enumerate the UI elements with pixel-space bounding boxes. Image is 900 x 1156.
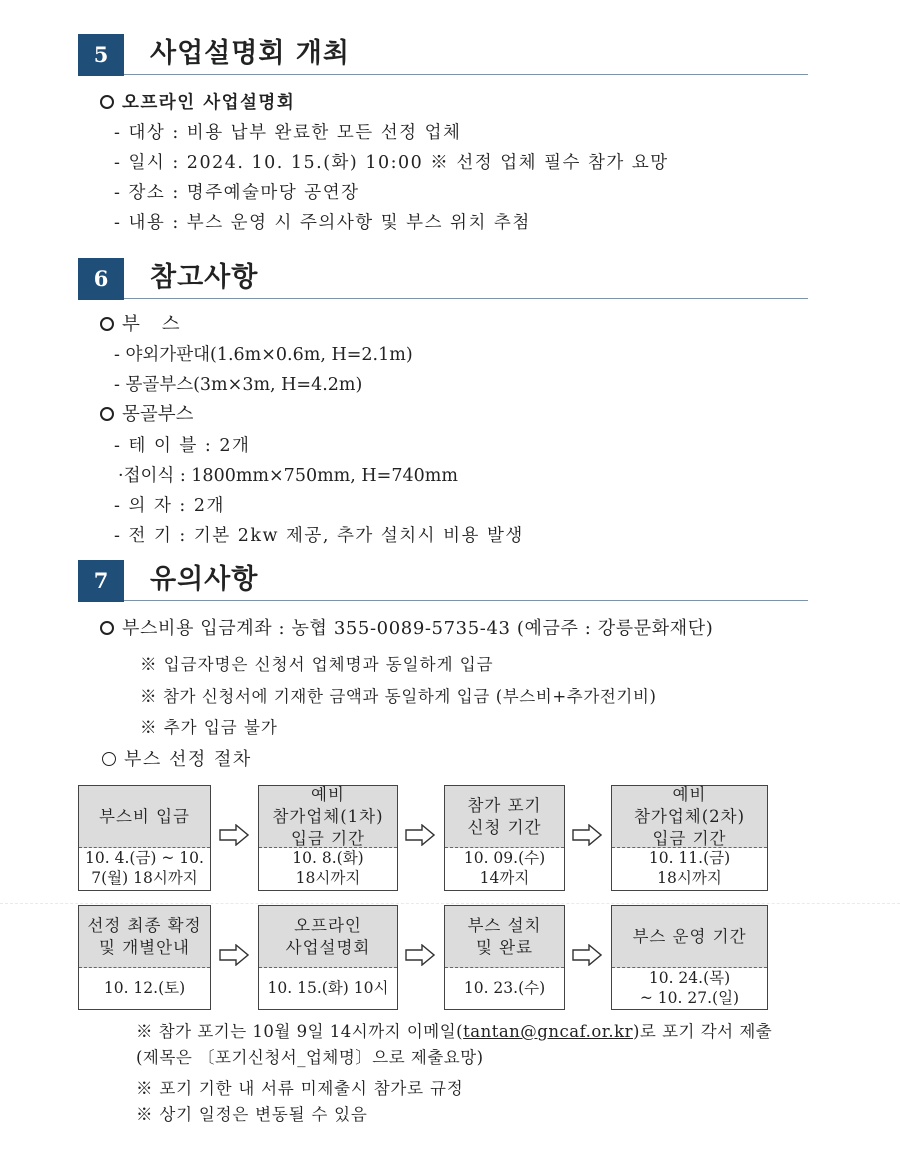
flow-step-date: 10. 15.(화) 10시	[267, 978, 389, 997]
right-arrow-icon	[572, 944, 602, 966]
section-5-header	[78, 34, 808, 78]
circle-bullet-icon	[102, 752, 116, 766]
section-number: 6	[78, 258, 124, 300]
info-line: - 내용 : 부스 운영 시 주의사항 및 부스 위치 추첨	[114, 213, 531, 233]
seminar-heading: 오프라인 사업설명회	[100, 91, 295, 115]
right-arrow-icon	[572, 824, 602, 846]
flow-step-title: 참가 포기 신청 기간	[445, 786, 564, 848]
right-arrow-icon	[405, 944, 435, 966]
flow-step-withdrawal	[444, 785, 565, 891]
flow-step-title: 예비 참가업체(1차) 입금 기간	[259, 786, 397, 848]
mongol-heading: 몽골부스	[100, 403, 193, 427]
note-line: ※ 추가 입금 불가	[140, 718, 278, 737]
flow-step-prelim-2	[611, 785, 768, 891]
flow-step-title: 부스비 입금	[79, 786, 210, 848]
flow-step-date: 10. 11.(금) 18시까지	[648, 849, 731, 887]
mongol-line: - 의 자 : 2개	[114, 496, 225, 516]
footer-note: ※ 포기 기한 내 서류 미제출시 참가로 규정	[136, 1079, 464, 1098]
flow-step-date: 10. 8.(화) 18시까지	[292, 849, 364, 887]
section-number: 7	[78, 560, 124, 602]
booth-heading: 부 스	[100, 313, 188, 337]
info-line: - 대상 : 비용 납부 완료한 모든 선정 업체	[114, 123, 462, 143]
section-title: 유의사항	[150, 564, 259, 595]
flow-step-date: 10. 12.(토)	[103, 978, 186, 997]
flow-step-date: 10. 4.(금) ~ 10. 7(월) 18시까지	[85, 849, 204, 887]
flow-step-booth-payment	[78, 785, 211, 891]
flow-step-title: 오프라인 사업설명회	[259, 906, 397, 968]
flow-step-offline-seminar	[258, 905, 398, 1010]
section-title: 참고사항	[150, 262, 259, 293]
circle-bullet-icon	[100, 317, 114, 331]
procedure-heading: 부스 선정 절차	[102, 748, 252, 772]
right-arrow-icon	[405, 824, 435, 846]
email-link[interactable]: tantan@gncaf.or.kr	[463, 1022, 633, 1041]
footer-note: ※ 상기 일정은 변동될 수 있음	[136, 1105, 368, 1124]
divider	[124, 74, 808, 75]
flow-step-title: 예비 참가업체(2차) 입금 기간	[612, 786, 767, 848]
section-7-header	[78, 560, 808, 604]
note-line: ※ 입금자명은 신청서 업체명과 동일하게 입금	[140, 655, 494, 674]
circle-bullet-icon	[100, 407, 114, 421]
info-line: - 일시 : 2024. 10. 15.(화) 10:00 ※ 선정 업체 필수 참가 요망	[114, 153, 669, 173]
section-number: 5	[78, 34, 124, 76]
flow-step-date: 10. 24.(목) ~ 10. 27.(일)	[639, 968, 740, 1007]
divider	[124, 600, 808, 601]
flow-step-date: 10. 23.(수)	[463, 978, 546, 997]
info-line: - 장소 : 명주예술마당 공연장	[114, 183, 360, 203]
divider	[124, 298, 808, 299]
mongol-line: ·접이식 : 1800mm×750mm, H=740mm	[118, 466, 458, 486]
footer-note: (제목은 〔포기신청서_업체명〕으로 제출요망)	[136, 1048, 484, 1067]
flow-step-title: 부스 운영 기간	[612, 906, 767, 968]
right-arrow-icon	[219, 944, 249, 966]
booth-line: - 야외가판대(1.6m×0.6m, H=2.1m)	[114, 345, 413, 365]
section-title: 사업설명회 개최	[150, 38, 350, 69]
circle-bullet-icon	[100, 621, 114, 635]
section-6-header	[78, 258, 808, 302]
flow-step-final-confirm	[78, 905, 211, 1010]
note-line: ※ 참가 신청서에 기재한 금액과 동일하게 입금 (부스비+추가전기비)	[140, 687, 657, 706]
circle-bullet-icon	[100, 95, 114, 109]
divider	[0, 903, 900, 904]
mongol-line: - 전 기 : 기본 2kw 제공, 추가 설치시 비용 발생	[114, 526, 524, 546]
footer-note: ※ 참가 포기는 10월 9일 14시까지 이메일(tantan@gncaf.or.kr)로 포기 각서 제출	[136, 1022, 773, 1041]
mongol-line: - 테 이 블 : 2개	[114, 436, 251, 456]
booth-line: - 몽골부스(3m×3m, H=4.2m)	[114, 375, 363, 395]
flow-step-installation	[444, 905, 565, 1010]
flow-step-date: 10. 09.(수) 14까지	[463, 849, 546, 887]
account-line: 부스비용 입금계좌 : 농협 355-0089-5735-43 (예금주 : 강릉문화재단)	[100, 617, 713, 641]
flow-step-title: 선정 최종 확정 및 개별안내	[79, 906, 210, 968]
flow-step-prelim-1	[258, 785, 398, 891]
flow-step-operation	[611, 905, 768, 1010]
right-arrow-icon	[219, 824, 249, 846]
flow-step-title: 부스 설치 및 완료	[445, 906, 564, 968]
